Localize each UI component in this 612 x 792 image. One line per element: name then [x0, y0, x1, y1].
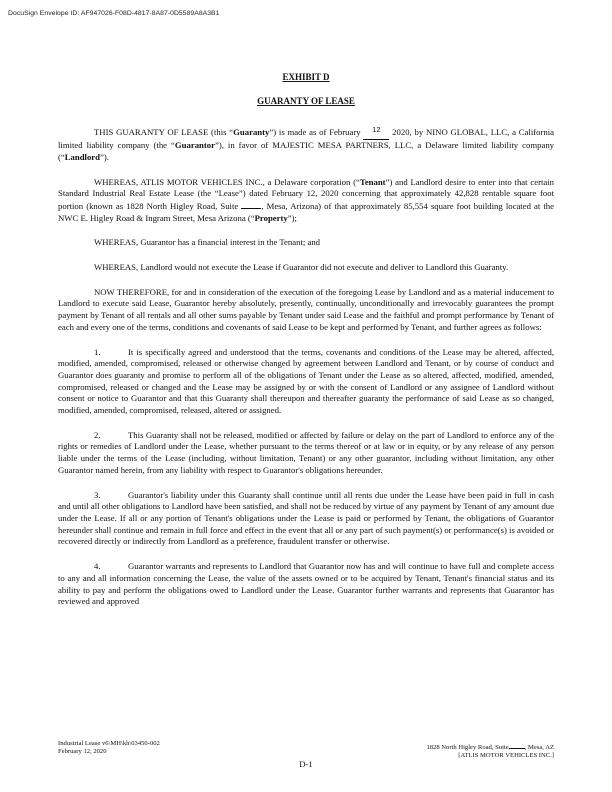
section-text: Guarantor warrants and represents to Landlord that Guarantor now has and will continue to have full and complete access to any and all information concerning the Lease, the value of the assets owned or to be acquired by Tenant, Tenant's financial status and its ability to pay and perform the obligations owed to Landlord under the Lease. Guarantor further warrants and represents that Guarantor has reviewed and approved [58, 561, 554, 607]
section-text: It is specifically agreed and understood that the terms, covenants and conditions of the Lease may be altered, affected, modified, amended, compromised, released or otherwise changed by agreement between Landlord and Tenant, or by course of conduct and Guarantor does guaranty and promise to perform all of the obligations of Tenant under the Lease as so altered, affected, modified, amended, compromised, released or changed and the Lease may be assigned by or with the consent of Landlord or any assignee of Landlord without consent or notice to Guarantor and that this Guaranty shall thereupon and thereafter guaranty the performance of said Lease as so changed, modified, amended, compromised, released, altered or assigned. [58, 346, 554, 416]
footer-tenant: [ATLIS MOTOR VEHICLES INC.] [458, 752, 554, 759]
suite-blank [241, 200, 261, 209]
section-number: 2. [94, 429, 101, 440]
section-number: 1. [94, 346, 101, 357]
intro-paragraph: THIS GUARANTY OF LEASE (this “Guaranty”) is made as of February 12 2020, by NINO GLOBAL, LLC, a California limited liability company (the “Guarantor”), in favor of MAJESTIC MESA PARTNERS, LLC, a Delaware limited liability company (“Landlord”). [58, 125, 555, 162]
footer-date: February 12, 2020 [58, 748, 107, 755]
section-number: 4. [94, 561, 101, 572]
tenant-term: Tenant [359, 176, 386, 187]
footer-address: 1828 North Higley Road, Suite , Mesa, AZ [426, 740, 554, 752]
footer-right [426, 740, 554, 760]
footer-left [58, 740, 160, 756]
whereas-paragraph-1: WHEREAS, ATLIS MOTOR VEHICLES INC., a Delaware corporation (“Tenant”) and Landlord desire to enter into that certain Standard Industrial Real Estate Lease (the “Lease”) dated February 12, 2020 concerning that approximately 42,828 rentable square foot portion (known as 1828 North Higley Road, Suite , Mesa, Arizona) of that approximately 85,554 square foot building located at the NWC E. Higley Road & Ingram Street, Mesa Arizona (“Property”); [58, 176, 554, 223]
whereas-paragraph-2: WHEREAS, Guarantor has a financial interest in the Tenant; and [94, 237, 321, 248]
footer-suite-blank [509, 740, 525, 749]
envelope-id: DocuSign Envelope ID: AF947026-F08D-4817-8A87-0D5589A8A3B1 [8, 10, 220, 17]
date-field [363, 127, 389, 140]
document-body [58, 72, 554, 608]
section-2 [58, 430, 554, 477]
page-number: D-1 [299, 759, 313, 769]
now-therefore-paragraph: NOW THEREFORE, for and in consideration of the execution of the foregoing Lease by Landlord and as a material inducement to Landlord to execute said Lease, Guarantor hereby absolutely, presently, continually, unconditionally and irrevocably guarantees the prompt payment by Tenant of all rentals and all other sums payable by Tenant under said Lease and the faithful and prompt performance by Tenant of each and every one of the terms, conditions and covenants of said Lease to be kept and performed by Tenant, and further agrees as follows: [58, 286, 554, 332]
section-3 [58, 490, 554, 549]
footer-lease-ref: Industrial Lease v6\MH\kh\03450-002 [58, 740, 160, 747]
section-text: Guarantor's liability under this Guaranty shall continue until all rents due under the Lease have been paid in full in cash and until all other obligations to Landlord have been satisfied, and shall not be reduced by virtue of any payment by Tenant of any amount due under the Lease. If all or any portion of Tenant's obligations under the Lease is paid or performed by Tenant, the obligations of Guarantor hereunder shall continue and remain in full force and effect in the event that all or any part of such payment(s) or performance(s) is avoided or recovered directly or indirectly from Landlord as a preference, fraudulent transfer or otherwise. [58, 489, 554, 547]
doc-title: GUARANTY OF LEASE [257, 95, 355, 106]
property-term: Property [254, 212, 288, 223]
whereas-paragraph-3: WHEREAS, Landlord would not execute the Lease if Guarantor did not execute and deliver to Landlord this Guaranty. [94, 262, 509, 273]
exhibit-title: EXHIBIT D [282, 72, 330, 82]
section-1 [58, 347, 554, 417]
landlord-term: Landlord [64, 151, 100, 162]
section-4 [58, 561, 554, 608]
guaranty-term: Guaranty [233, 127, 270, 138]
guarantor-term: Guarantor [174, 140, 215, 151]
section-text: This Guaranty shall not be released, modified or affected by failure or delay on the part of Landlord to enforce any of the rights or remedies of Landlord under the Lease, whether pursuant to the terms thereof or at law or in equity, or by any release of any person liable under the terms of the Lease (including, without limitation, Tenant) or any other guarantor, including without limitation, any other Guarantor named herein, from any liability with respect to Guarantor's obligations hereunder. [58, 429, 554, 475]
section-number: 3. [94, 489, 101, 500]
date-day: 12 [372, 125, 381, 135]
